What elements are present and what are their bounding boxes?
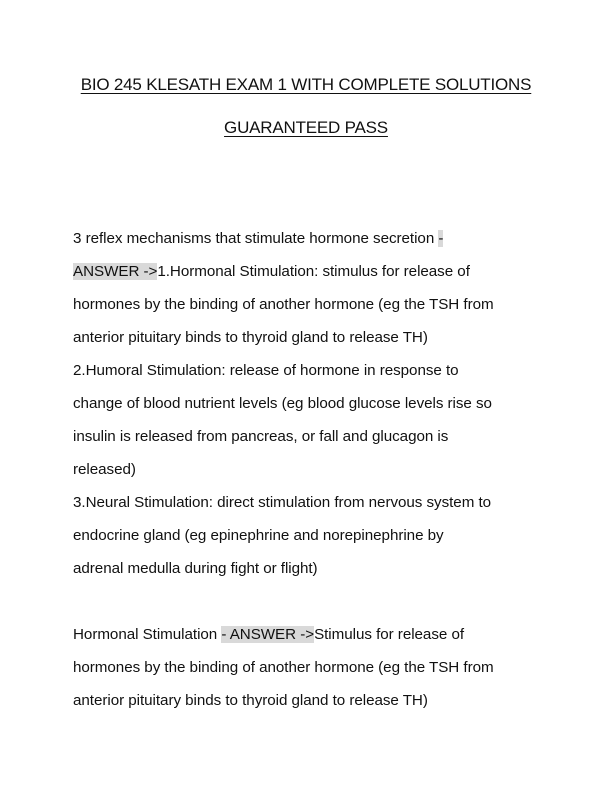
qa1-answer-line: 2.Humoral Stimulation: release of hormone in response to: [73, 362, 459, 379]
document-title-line-1: BIO 245 KLESATH EXAM 1 WITH COMPLETE SOLUTIONS: [80, 75, 532, 94]
qa1-answer-line: 3.Neural Stimulation: direct stimulation from nervous system to: [73, 494, 492, 511]
qa1-answer-line: insulin is released from pancreas, or fall and glucagon is: [73, 428, 449, 445]
qa1-answer-line: anterior pituitary binds to thyroid gland to release TH): [73, 329, 428, 346]
qa2-question: Hormonal Stimulation: [73, 626, 222, 643]
qa1-question: 3 reflex mechanisms that stimulate hormone secretion: [73, 230, 439, 247]
answer-marker: ANSWER ->: [73, 263, 158, 280]
qa1-answer-first-line: [73, 262, 470, 282]
qa1-question-line: [73, 229, 443, 249]
qa1-answer-line: hormones by the binding of another hormone (eg the TSH from: [73, 296, 494, 313]
document-title-line-2: GUARANTEED PASS: [224, 118, 388, 137]
answer-marker: - ANSWER ->: [221, 626, 315, 643]
qa1-answer-line: endocrine gland (eg epinephrine and norepinephrine by: [73, 527, 444, 544]
qa2-question-line: [73, 625, 464, 645]
answer-marker-dash: -: [438, 230, 444, 247]
qa1-answer-line: change of blood nutrient levels (eg blood glucose levels rise so: [73, 395, 492, 412]
qa2-answer-line: anterior pituitary binds to thyroid gland to release TH): [73, 692, 428, 709]
qa2-answer-line: hormones by the binding of another hormone (eg the TSH from: [73, 659, 494, 676]
qa2-answer-start: Stimulus for release of: [314, 626, 465, 643]
qa1-answer-line: adrenal medulla during fight or flight): [73, 560, 318, 577]
qa1-answer-line: released): [73, 461, 136, 478]
qa1-answer-start: 1.Hormonal Stimulation: stimulus for release of: [157, 263, 470, 280]
